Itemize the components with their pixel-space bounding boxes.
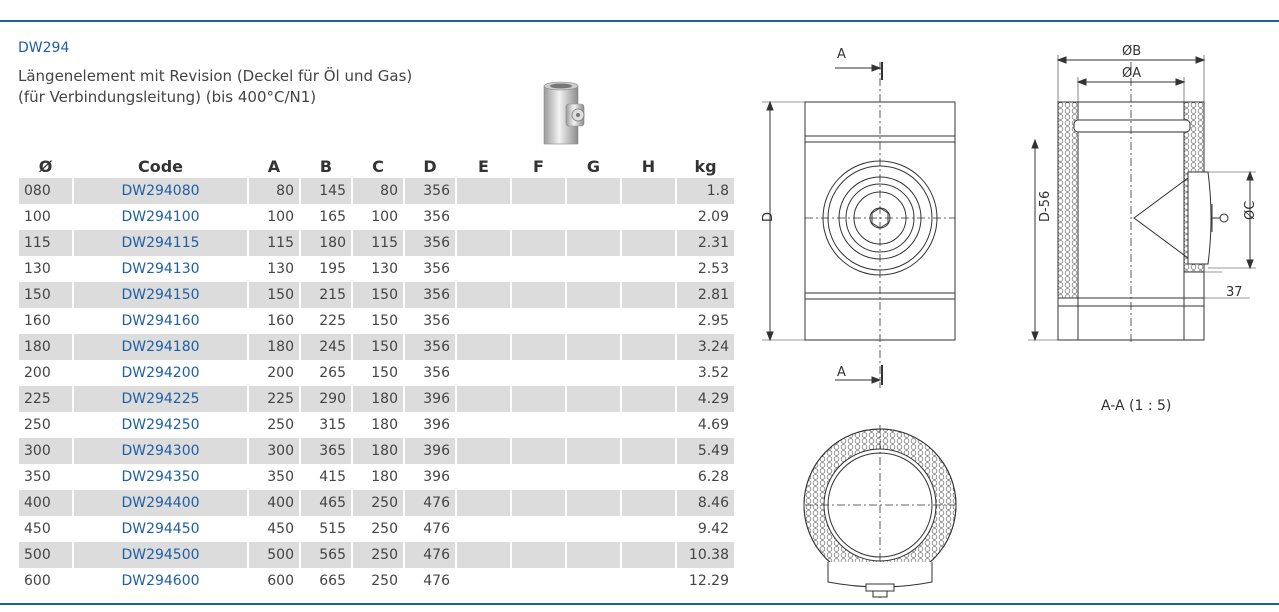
- cell-h: [622, 412, 675, 438]
- cell-g: [567, 204, 620, 230]
- cell-g: [567, 464, 620, 490]
- cell-f: [512, 490, 565, 516]
- cell-code[interactable]: DW294300: [74, 438, 247, 464]
- cell-a: 250: [267, 417, 294, 433]
- cell-b: 165: [319, 209, 346, 225]
- cell-diameter: 100: [24, 209, 51, 225]
- label-phi-c: ØC: [1243, 200, 1258, 220]
- cell-code[interactable]: DW294180: [74, 334, 247, 360]
- table-row: [19, 334, 734, 360]
- label-37: 37: [1226, 285, 1243, 300]
- cell-g: [567, 412, 620, 438]
- cell-e: [457, 334, 510, 360]
- cell-e: [457, 412, 510, 438]
- cell-kg: 9.42: [697, 521, 729, 537]
- cell-b: 265: [319, 365, 346, 381]
- cell-e: [457, 256, 510, 282]
- cell-kg: 8.46: [677, 490, 734, 516]
- cell-a: 500: [249, 542, 299, 568]
- cell-diameter: 300: [19, 438, 72, 464]
- cell-c: 100: [371, 209, 398, 225]
- cell-b: 515: [319, 521, 346, 537]
- cell-a: 350: [267, 469, 294, 485]
- cell-d: 356: [405, 334, 455, 360]
- cell-h: [622, 308, 675, 334]
- cell-d: 476: [423, 573, 450, 589]
- cell-diameter: 200: [24, 365, 51, 381]
- cell-kg: 2.09: [697, 209, 729, 225]
- cell-d: 396: [423, 469, 450, 485]
- table-row: [19, 568, 734, 594]
- table-header-row: [19, 154, 734, 178]
- cell-diameter: 600: [24, 573, 51, 589]
- cell-h: [622, 438, 675, 464]
- cell-b: 215: [301, 282, 351, 308]
- spec-table: [17, 154, 736, 594]
- cell-b: 225: [319, 313, 346, 329]
- cell-diameter: 500: [19, 542, 72, 568]
- cell-code[interactable]: DW294450: [121, 521, 200, 537]
- cell-d: 356: [405, 282, 455, 308]
- table-row: [19, 386, 734, 412]
- cell-h: [622, 178, 675, 204]
- header-kg: kg: [694, 156, 717, 176]
- cell-e: [457, 230, 510, 256]
- cell-h: [622, 230, 675, 256]
- cell-d: 356: [423, 365, 450, 381]
- cell-f: [512, 178, 565, 204]
- cell-c: 150: [353, 282, 403, 308]
- table-row: [19, 516, 734, 542]
- cell-d: 476: [405, 490, 455, 516]
- cell-h: [622, 256, 675, 282]
- cell-f: [512, 464, 565, 490]
- cell-kg: 6.28: [697, 469, 729, 485]
- label-phi-b: ØB: [1122, 44, 1142, 59]
- cell-diameter: 115: [19, 230, 72, 256]
- cell-code[interactable]: DW294130: [121, 261, 200, 277]
- cell-code[interactable]: DW294160: [121, 313, 200, 329]
- table-row: [19, 256, 734, 282]
- cell-b: 245: [301, 334, 351, 360]
- cell-b: 465: [301, 490, 351, 516]
- cell-e: [457, 386, 510, 412]
- table-row: [19, 464, 734, 490]
- product-code: DW294: [18, 40, 70, 56]
- cell-code[interactable]: DW294350: [121, 469, 200, 485]
- cell-code[interactable]: DW294200: [121, 365, 200, 381]
- cell-g: [567, 282, 620, 308]
- cell-f: [512, 230, 565, 256]
- cell-a: 115: [249, 230, 299, 256]
- cell-diameter: 350: [24, 469, 51, 485]
- cell-kg: 10.38: [677, 542, 734, 568]
- cell-e: [457, 204, 510, 230]
- label-a-bottom: A: [837, 365, 846, 380]
- header-d: D: [423, 156, 437, 176]
- cell-kg: 2.81: [677, 282, 734, 308]
- product-description: Längenelement mit Revision (Deckel für Öl und Gas) (für Verbindungsleitung) (bis 400°C/N1): [18, 67, 413, 106]
- cell-f: [512, 568, 565, 594]
- cell-c: 115: [353, 230, 403, 256]
- header-h: H: [641, 156, 656, 176]
- cell-e: [457, 178, 510, 204]
- cell-h: [622, 360, 675, 386]
- cell-g: [567, 256, 620, 282]
- cell-c: 180: [353, 438, 403, 464]
- table-row: [19, 178, 734, 204]
- cell-c: 250: [371, 521, 398, 537]
- header-e: E: [478, 156, 489, 176]
- cell-f: [512, 360, 565, 386]
- top-view: [804, 425, 956, 598]
- cell-f: [512, 438, 565, 464]
- cell-a: 80: [249, 178, 299, 204]
- cell-a: 150: [249, 282, 299, 308]
- header-b: B: [319, 156, 333, 176]
- cell-h: [622, 464, 675, 490]
- cell-g: [567, 386, 620, 412]
- cell-a: 450: [267, 521, 294, 537]
- header-diameter: Ø: [38, 156, 53, 176]
- cell-code[interactable]: DW294500: [74, 542, 247, 568]
- front-view: [762, 62, 955, 388]
- cell-f: [512, 542, 565, 568]
- cell-kg: 2.53: [697, 261, 729, 277]
- label-d: D: [761, 211, 776, 222]
- cell-d: 396: [423, 417, 450, 433]
- bottom-rule: [0, 603, 1279, 605]
- cell-h: [622, 282, 675, 308]
- section-view: [1028, 55, 1256, 345]
- cell-a: 180: [249, 334, 299, 360]
- cell-b: 195: [319, 261, 346, 277]
- cell-d: 396: [405, 386, 455, 412]
- table-row: [19, 230, 734, 256]
- cell-g: [567, 490, 620, 516]
- cell-a: 160: [267, 313, 294, 329]
- cell-c: 150: [353, 334, 403, 360]
- cell-e: [457, 438, 510, 464]
- cell-kg: 3.52: [697, 365, 729, 381]
- cell-d: 356: [423, 313, 450, 329]
- cell-diameter: 225: [19, 386, 72, 412]
- cell-diameter: 450: [24, 521, 51, 537]
- cell-a: 400: [249, 490, 299, 516]
- cell-f: [512, 334, 565, 360]
- cell-g: [567, 308, 620, 334]
- cell-a: 100: [267, 209, 294, 225]
- cell-g: [567, 178, 620, 204]
- cell-b: 145: [301, 178, 351, 204]
- cell-h: [622, 334, 675, 360]
- cell-b: 365: [301, 438, 351, 464]
- header-f: F: [533, 156, 544, 176]
- cell-a: 600: [267, 573, 294, 589]
- cell-d: 356: [405, 230, 455, 256]
- cell-code[interactable]: DW294100: [121, 209, 200, 225]
- table-row: [19, 204, 734, 230]
- cell-f: [512, 256, 565, 282]
- cell-c: 180: [371, 417, 398, 433]
- cell-kg: 4.29: [677, 386, 734, 412]
- cell-c: 180: [353, 386, 403, 412]
- cell-e: [457, 542, 510, 568]
- cell-code[interactable]: DW294080: [74, 178, 247, 204]
- cell-kg: 3.24: [677, 334, 734, 360]
- cell-a: 130: [267, 261, 294, 277]
- cell-b: 415: [319, 469, 346, 485]
- table-row: [19, 438, 734, 464]
- cell-diameter: 180: [19, 334, 72, 360]
- cell-kg: 12.29: [688, 573, 729, 589]
- cell-e: [457, 490, 510, 516]
- cell-c: 130: [371, 261, 398, 277]
- cell-b: 665: [319, 573, 346, 589]
- cell-f: [512, 282, 565, 308]
- cell-f: [512, 308, 565, 334]
- cell-code[interactable]: DW294600: [121, 573, 200, 589]
- cell-diameter: 080: [19, 178, 72, 204]
- cell-kg: 2.31: [677, 230, 734, 256]
- cell-c: 250: [371, 573, 398, 589]
- cell-h: [622, 568, 675, 594]
- cell-b: 290: [301, 386, 351, 412]
- cell-c: 250: [353, 542, 403, 568]
- cell-a: 200: [267, 365, 294, 381]
- cell-e: [457, 360, 510, 386]
- cell-d: 356: [423, 261, 450, 277]
- label-d56: D-56: [1038, 190, 1053, 222]
- cell-g: [567, 230, 620, 256]
- cell-code[interactable]: DW294150: [74, 282, 247, 308]
- table-row: [19, 490, 734, 516]
- cell-c: 150: [371, 313, 398, 329]
- cell-b: 565: [301, 542, 351, 568]
- cell-g: [567, 542, 620, 568]
- header-g: G: [586, 156, 601, 176]
- table-row: [19, 360, 734, 386]
- cell-c: 80: [353, 178, 403, 204]
- cell-code[interactable]: DW294115: [74, 230, 247, 256]
- cell-kg: 5.49: [677, 438, 734, 464]
- cell-a: 225: [249, 386, 299, 412]
- header-code: Code: [137, 156, 184, 176]
- cell-g: [567, 438, 620, 464]
- label-a-top: A: [837, 47, 846, 62]
- cell-code[interactable]: DW294250: [121, 417, 200, 433]
- section-caption: A-A (1 : 5): [1101, 398, 1172, 414]
- label-phi-a: ØA: [1122, 66, 1142, 81]
- cell-d: 476: [405, 542, 455, 568]
- cell-kg: 1.8: [677, 178, 734, 204]
- cell-d: 356: [423, 209, 450, 225]
- cell-a: 300: [249, 438, 299, 464]
- table-row: [19, 542, 734, 568]
- cell-e: [457, 568, 510, 594]
- cell-diameter: 160: [24, 313, 51, 329]
- cell-e: [457, 516, 510, 542]
- cell-h: [622, 542, 675, 568]
- cell-e: [457, 464, 510, 490]
- cell-e: [457, 308, 510, 334]
- table-row: [19, 412, 734, 438]
- cell-kg: 2.95: [697, 313, 729, 329]
- cell-kg: 4.69: [697, 417, 729, 433]
- cell-h: [622, 490, 675, 516]
- cell-diameter: 400: [19, 490, 72, 516]
- header-a: A: [267, 156, 281, 176]
- table-row: [19, 282, 734, 308]
- cell-diameter: 130: [24, 261, 51, 277]
- product-thumbnail: [536, 78, 596, 148]
- cell-code[interactable]: DW294400: [74, 490, 247, 516]
- cell-b: 315: [319, 417, 346, 433]
- top-rule: [0, 20, 1279, 22]
- table-row: [19, 308, 734, 334]
- cell-b: 180: [301, 230, 351, 256]
- cell-h: [622, 204, 675, 230]
- cell-g: [567, 516, 620, 542]
- cell-diameter: 250: [24, 417, 51, 433]
- cell-h: [622, 516, 675, 542]
- cell-f: [512, 204, 565, 230]
- cell-d: 356: [405, 178, 455, 204]
- technical-drawing: [740, 30, 1279, 605]
- cell-h: [622, 386, 675, 412]
- cell-g: [567, 334, 620, 360]
- cell-c: 180: [371, 469, 398, 485]
- cell-d: 476: [423, 521, 450, 537]
- cell-f: [512, 386, 565, 412]
- cell-g: [567, 568, 620, 594]
- cell-c: 250: [353, 490, 403, 516]
- cell-e: [457, 282, 510, 308]
- header-c: C: [372, 156, 384, 176]
- cell-f: [512, 412, 565, 438]
- cell-code[interactable]: DW294225: [74, 386, 247, 412]
- cell-f: [512, 516, 565, 542]
- table-body: [19, 178, 734, 594]
- cell-d: 396: [405, 438, 455, 464]
- cell-diameter: 150: [19, 282, 72, 308]
- cell-g: [567, 360, 620, 386]
- cell-c: 150: [371, 365, 398, 381]
